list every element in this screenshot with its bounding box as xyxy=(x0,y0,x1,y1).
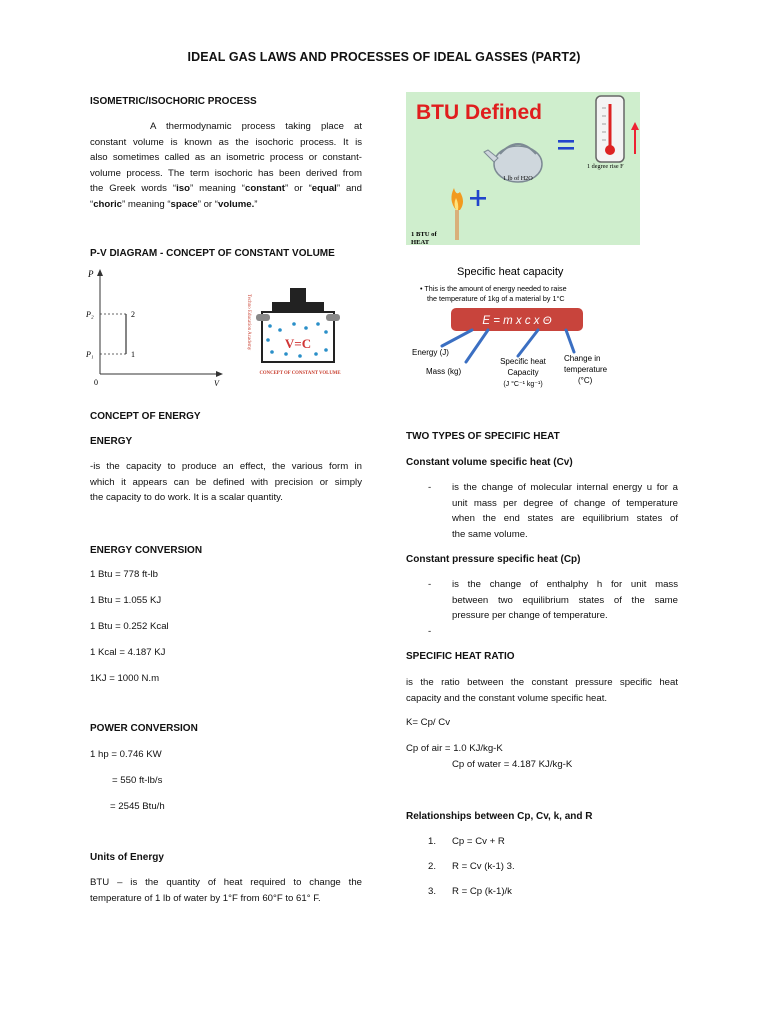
bold-term: constant xyxy=(245,183,285,194)
v-axis-label: V xyxy=(214,379,219,388)
cv-heading: Constant volume specific heat (Cv) xyxy=(406,457,573,468)
ratio-line-1: is the ratio between the constant pressure specific heat xyxy=(406,677,678,688)
text-run: ” meaning “ xyxy=(189,183,245,194)
text-run: “ xyxy=(90,198,94,210)
relationship-formula: Cp = Cv + R xyxy=(452,836,505,847)
specific-heat-image xyxy=(406,258,640,393)
extra-dash: - xyxy=(428,626,432,637)
relationships-heading: Relationships between Cp, Cv, k, and R xyxy=(406,811,593,822)
energy-conversion-item: 1 Kcal = 4.187 KJ xyxy=(90,647,166,658)
relationship-item xyxy=(406,884,678,900)
right-valve xyxy=(326,314,340,321)
heat-label-1: 1 BTU of xyxy=(411,231,437,238)
cp-dash: - xyxy=(428,579,432,590)
mass-label: Mass (kg) xyxy=(426,367,462,376)
energy-line-3: the capacity to do work. It is a scalar quantity. xyxy=(90,492,283,503)
relationship-formula: R = Cp (k-1)/k xyxy=(452,886,512,897)
isochoric-line-1: A thermodynamic process taking place at xyxy=(150,121,362,132)
v-axis-arrow xyxy=(216,371,223,377)
vc-label: V=C xyxy=(284,336,312,351)
figure-side-label: Techno Education Academy xyxy=(246,294,251,351)
cp-line-1: is the change of enthalphy h for unit mass xyxy=(452,579,678,590)
cv-text xyxy=(452,480,678,542)
p-axis-arrow xyxy=(97,269,103,276)
units-line-1: BTU – is the quantity of heat required to change the xyxy=(90,877,362,888)
equals-sign-bar xyxy=(558,147,574,150)
left-valve xyxy=(256,314,270,321)
cv-dash: - xyxy=(428,482,432,493)
text-run: ” or “ xyxy=(197,198,218,210)
units-heading: Units of Energy xyxy=(90,852,164,863)
figure-caption: CONCEPT OF CONSTANT VOLUME xyxy=(259,371,341,376)
text-run: ” and xyxy=(336,183,362,194)
equals-sign xyxy=(558,140,574,143)
match-stick xyxy=(455,210,459,240)
energy-heading: ENERGY xyxy=(90,436,133,447)
ratio-heading: SPECIFIC HEAT RATIO xyxy=(406,651,515,662)
shc-label-2: Capacity xyxy=(507,368,539,377)
relationship-item xyxy=(406,834,678,850)
power-conversion-item: = 2545 Btu/h xyxy=(110,801,165,812)
cv-line-2: unit mass per degree of change of temperature xyxy=(452,497,678,509)
isochoric-line-3: also sometimes called as an isometric process or constant- xyxy=(90,152,362,163)
text-run: ” or “ xyxy=(284,183,312,194)
cv-line-3: when the end states are equilibrium states of xyxy=(452,513,678,524)
specific-heat-heading: TWO TYPES OF SPECIFIC HEAT xyxy=(406,431,560,442)
shc-bullet-2: the temperature of 1kg of a material by 1°C xyxy=(427,294,565,303)
units-text xyxy=(90,875,362,906)
relationship-number: 3. xyxy=(428,886,437,897)
bold-term: space xyxy=(170,198,198,210)
cp-line-2: between two equilibrium states of the same xyxy=(452,594,678,606)
p-axis-label: P xyxy=(88,269,94,279)
energy-conversion-item: 1KJ = 1000 N.m xyxy=(90,673,160,684)
cp-definition xyxy=(406,577,678,641)
water-label: 1 lb of H2O xyxy=(503,175,533,182)
bold-term: volume. xyxy=(218,198,255,210)
bold-term: iso xyxy=(176,183,190,194)
units-line-2: temperature of 1 lb of water by 1°F from 60°F to 61° F. xyxy=(90,892,321,904)
ratio-line-2: capacity and the constant volume specific heat. xyxy=(406,692,608,704)
isochoric-heading: ISOMETRIC/ISOCHORIC PROCESS xyxy=(90,96,257,107)
relationship-number: 1. xyxy=(428,836,437,847)
bold-term: choric xyxy=(93,198,122,210)
heat-label-2: HEAT xyxy=(411,239,430,245)
cp-water: Cp of water = 4.187 KJ/kg-K xyxy=(452,759,573,770)
relationship-item xyxy=(406,859,678,875)
isochoric-paragraph xyxy=(90,119,362,212)
cv-definition xyxy=(406,480,678,544)
origin-label: 0 xyxy=(94,378,98,387)
text-run: the Greek words “ xyxy=(90,183,177,194)
shc-bullet-1: • This is the amount of energy needed to raise xyxy=(420,284,567,293)
shc-label-3: (J °C⁻¹ kg⁻¹) xyxy=(503,381,543,388)
text-run: ” xyxy=(254,198,258,210)
btu-defined-image xyxy=(406,92,640,245)
concept-energy-heading: CONCEPT OF ENERGY xyxy=(90,411,201,422)
energy-conversion-heading: ENERGY CONVERSION xyxy=(90,545,203,556)
change-label-1: Change in xyxy=(564,354,601,363)
energy-line-1: -is the capacity to produce an effect, the various form in xyxy=(90,461,362,472)
isochoric-line-5 xyxy=(90,181,362,197)
degree-label: 1 degree rise F xyxy=(587,163,624,170)
cv-line-1: is the change of molecular internal energy u for a xyxy=(452,482,678,493)
isochoric-line-4: volume process. The term isochoric has been derived from xyxy=(90,167,362,179)
page-title: IDEAL GAS LAWS AND PROCESSES OF IDEAL GASSES (PART2) xyxy=(187,50,581,64)
p1-label: P₁ xyxy=(86,350,94,359)
cp-air: Cp of air = 1.0 KJ/kg-K xyxy=(406,743,503,754)
change-label-2: temperature xyxy=(564,365,608,374)
pv-graph xyxy=(86,264,226,388)
shc-label-1: Specific heat xyxy=(500,357,546,366)
piston-rod xyxy=(290,288,306,304)
cp-heading: Constant pressure specific heat (Cp) xyxy=(406,554,581,565)
pv-heading: P-V DIAGRAM - CONCEPT OF CONSTANT VOLUME xyxy=(90,248,335,259)
k-formula: K= Cp/ Cv xyxy=(406,717,450,728)
energy-label: Energy (J) xyxy=(412,348,449,357)
energy-conversion-item: 1 Btu = 778 ft-lb xyxy=(90,569,158,580)
point-2-label: 2 xyxy=(131,310,135,319)
thermometer-bulb xyxy=(605,145,615,155)
ratio-definition xyxy=(406,675,678,706)
isochoric-line-6 xyxy=(90,197,362,213)
cp-text xyxy=(452,577,678,624)
energy-conversion-item: 1 Btu = 0.252 Kcal xyxy=(90,621,169,632)
power-conversion-heading: POWER CONVERSION xyxy=(90,723,198,734)
energy-definition xyxy=(90,459,362,506)
bold-term: equal xyxy=(311,183,337,194)
energy-line-2: which it appears can be defined with precision or simply xyxy=(90,476,362,488)
power-conversion-item: 1 hp = 0.746 KW xyxy=(90,749,162,760)
relationship-number: 2. xyxy=(428,861,437,872)
plus-sign-bar xyxy=(477,190,480,206)
relationship-formula: R = Cv (k-1) 3. xyxy=(452,861,515,872)
power-conversion-item: = 550 ft-lb/s xyxy=(112,775,163,786)
btu-title: BTU Defined xyxy=(416,101,542,124)
p2-label: P₂ xyxy=(86,310,94,319)
constant-volume-figure xyxy=(238,266,362,382)
shc-title: Specific heat capacity xyxy=(457,266,564,278)
isochoric-line-2: constant volume is known as the isochoric process. It is xyxy=(90,136,362,148)
formula-text: E = m x c x Θ xyxy=(482,315,552,327)
cp-line-3: pressure per change of temperature. xyxy=(452,610,608,621)
text-run: ” meaning “ xyxy=(122,198,171,210)
point-1-label: 1 xyxy=(131,350,135,359)
cv-line-4: the same volume. xyxy=(452,528,528,540)
energy-conversion-item: 1 Btu = 1.055 KJ xyxy=(90,595,162,606)
change-label-3: (°C) xyxy=(578,376,593,385)
